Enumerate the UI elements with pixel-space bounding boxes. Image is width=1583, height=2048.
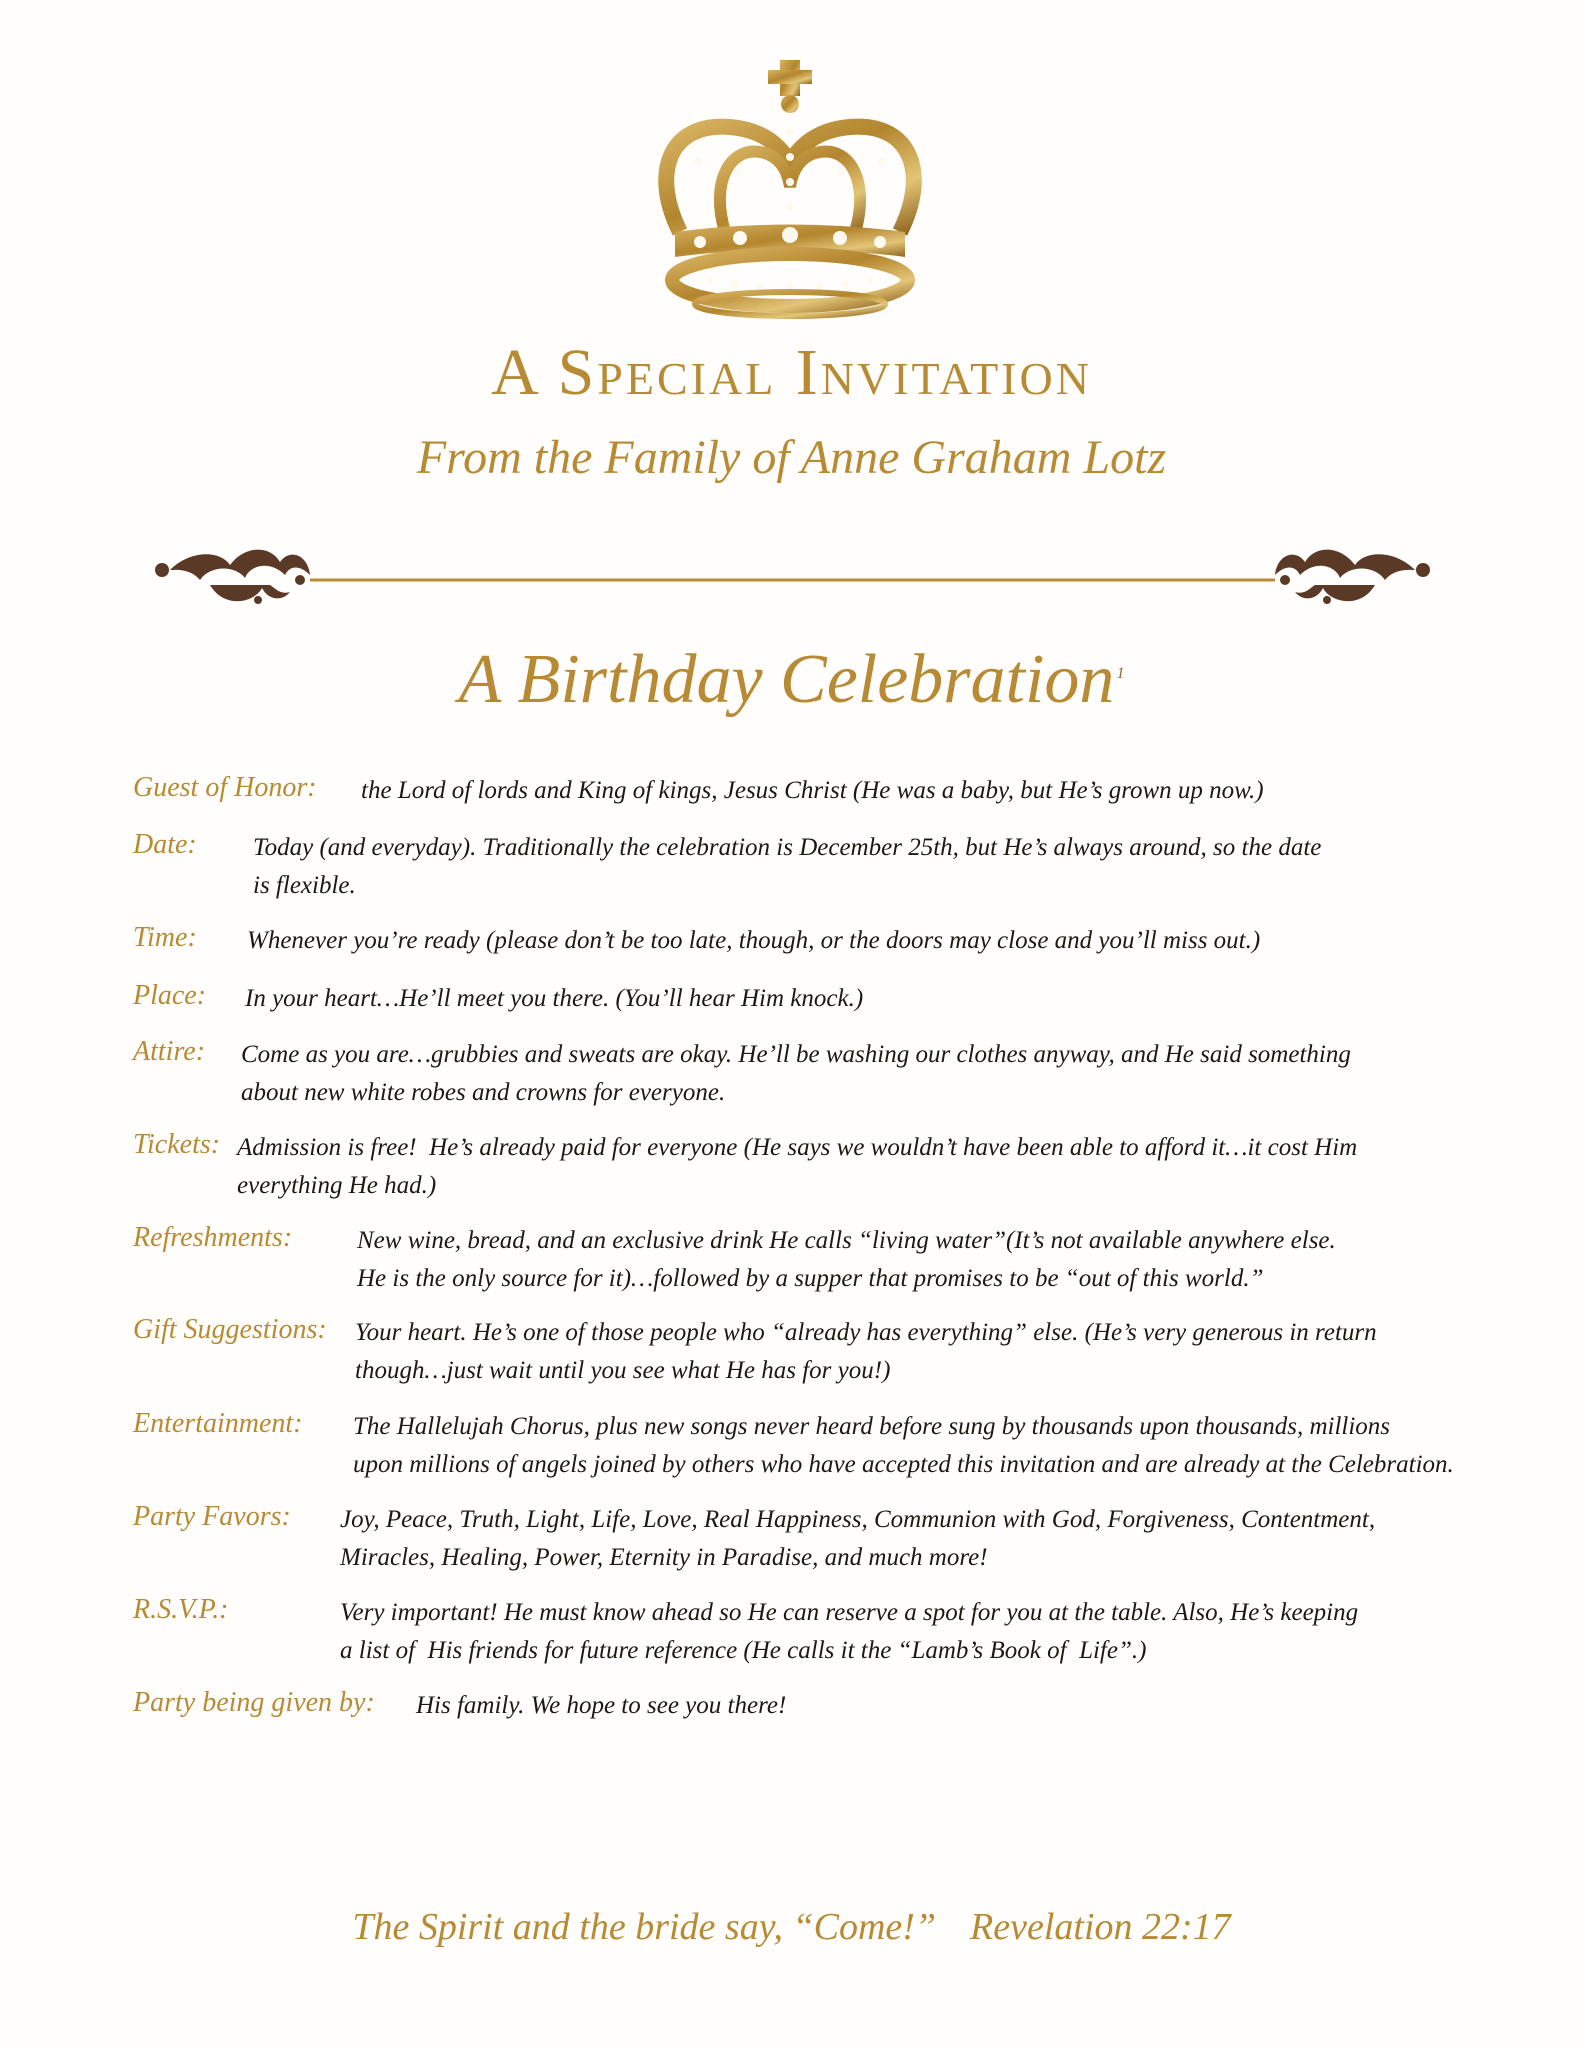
event-title-text: A Birthday Celebration xyxy=(458,641,1115,718)
detail-text: the Lord of lords and King of kings, Jesus Christ (He was a baby, but He’s grown up now.) xyxy=(361,777,1264,804)
detail-label: Time: xyxy=(133,922,197,953)
detail-label: Party being given by: xyxy=(133,1687,375,1718)
detail-label: Refreshments: xyxy=(133,1222,293,1253)
detail-label: Guest of Honor: xyxy=(133,772,317,803)
detail-label: Place: xyxy=(133,980,207,1011)
detail-text: Come as you are…grubbies and sweats are okay. He’ll be washing our clothes anyway, and He said something about new white robes and crowns for everyone. xyxy=(241,1041,1351,1106)
detail-text: In your heart…He’ll meet you there. (You’ll hear Him knock.) xyxy=(245,985,864,1012)
detail-text: Admission is free! He’s already paid for everyone (He says we wouldn’t have been able to afford it…it cost Him everything He had.) xyxy=(237,1134,1358,1199)
detail-text: Whenever you’re ready (please don’t be too late, though, or the doors may close and you’ll miss out.) xyxy=(247,927,1261,954)
detail-label: Tickets: xyxy=(133,1129,221,1160)
detail-label: Date: xyxy=(133,829,197,860)
detail-label: R.S.V.P.: xyxy=(133,1594,229,1625)
detail-text: Joy, Peace, Truth, Light, Life, Love, Real Happiness, Communion with God, Forgiveness, Contentment, Miracles, Healing, Power, Eternity in Paradise, and much more! xyxy=(340,1506,1376,1571)
detail-text: His family. We hope to see you there! xyxy=(416,1692,787,1719)
page-title: A Special Invitation xyxy=(491,336,1092,409)
verse-quote: The Spirit and the bride say, “Come!” xyxy=(352,1906,937,1948)
page-subtitle: From the Family of Anne Graham Lotz xyxy=(416,431,1167,484)
detail-label: Attire: xyxy=(133,1036,206,1067)
detail-label: Party Favors: xyxy=(133,1501,291,1532)
verse-reference: Revelation 22:17 xyxy=(970,1906,1231,1948)
detail-text: New wine, bread, and an exclusive drink He calls “living water”(It’s not available anywhere else. He is the only source for it)…followed by a supper that promises to be “out of this world.” xyxy=(357,1227,1336,1292)
detail-text: Today (and everyday). Traditionally the celebration is December 25th, but He’s always around, so the date is flexible. xyxy=(253,834,1322,899)
detail-text: Your heart. He’s one of those people who “already has everything” else. (He’s very generous in return though…just wait until you see what He has for you!) xyxy=(355,1319,1377,1384)
footnote-mark: 1 xyxy=(1116,664,1125,682)
closing-verse xyxy=(0,1905,1583,1949)
detail-label: Entertainment: xyxy=(133,1408,303,1439)
detail-text: Very important! He must know ahead so He can reserve a spot for you at the table. Also, He’s keeping a list of His friends for future reference (He calls it the “Lamb’s Book of Life”.) xyxy=(340,1599,1359,1664)
detail-label: Gift Suggestions: xyxy=(133,1314,327,1345)
detail-text: The Hallelujah Chorus, plus new songs never heard before sung by thousands upon thousands, millions upon millions of angels joined by others who have accepted this invitation and are already at the Celebration. xyxy=(353,1413,1454,1478)
